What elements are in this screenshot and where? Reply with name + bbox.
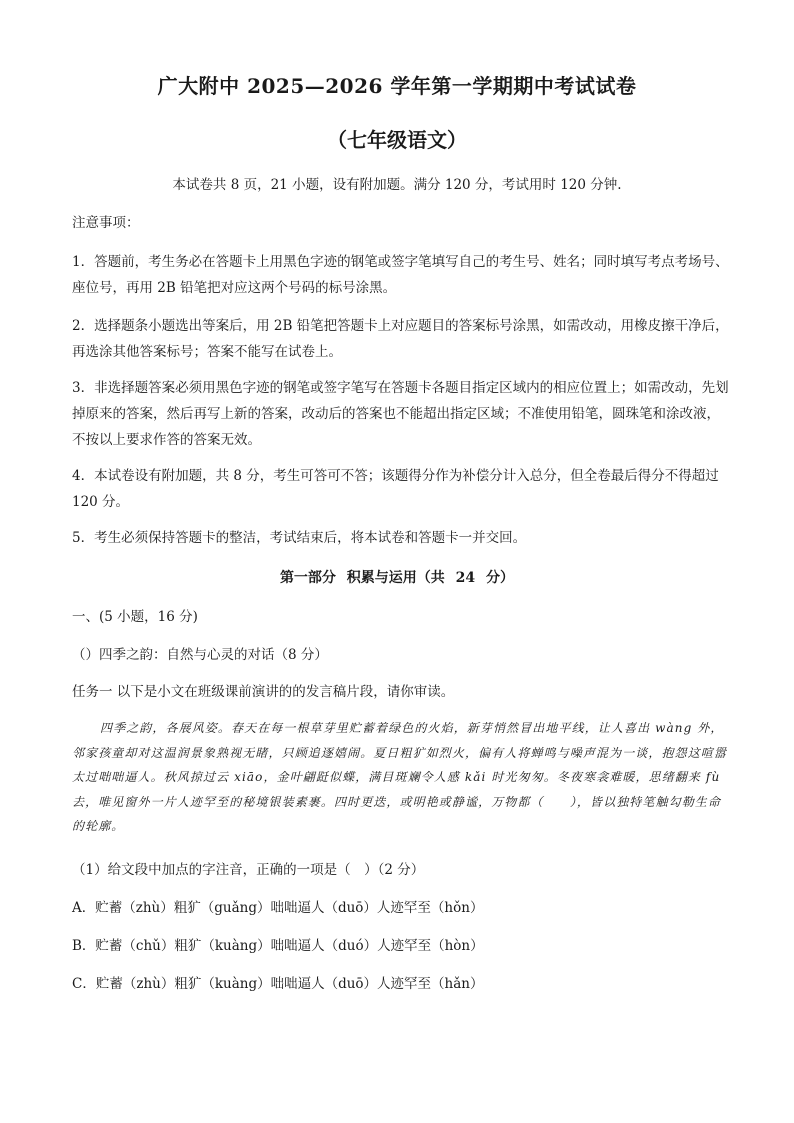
exam-title: 广大附中 2025—2026 学年第一学期期中考试试卷 xyxy=(157,74,637,98)
exam-subtitle: （七年级语文） xyxy=(327,128,467,152)
exam-intro: 本试卷共 8 页，21 小题，设有附加题。满分 120 分，考试用时 120 分钟. xyxy=(172,177,622,193)
option-c: C．贮蓄（zhù）粗犷（kuàng）咄咄逼人（duō）人迹罕至（hǎn） xyxy=(72,976,484,992)
question-1: （1）给文段中加点的字注音，正确的一项是（ ）（2 分） xyxy=(72,862,425,878)
notice-item-4: 4．本试卷设有附加题，共 8 分，考生可答可不答；该题得分作为补偿分计入总分，但全卷最后得分不得超过 120 分。 xyxy=(72,468,719,510)
reading-passage: 四季之韵，各展风姿。春天在每一根草芽里贮蓄着绿色的火焰，新芽悄然冒出地平线，让人喜出 wàng 外，邻家孩童却对这温润景象熟视无睹，只顾追逐嬉闹。夏日粗犷如烈火，偏有人将蝉鸣与噪声混为一谈，抱怨这喧嚣太过咄咄逼人。秋风掠过云 xiāo，金叶翩跹似蝶，满目斑斓令人感 kǎi 时光匆匆。冬夜寒衾难暖，思绪翻来 fù 去，唯见窗外一片人迹罕至的秘境银装素裹。四时更迭，或明艳或静谧，万物都（ ），皆以独特笔触勾勒生命的轮廓。 xyxy=(72,721,728,833)
notice-item-2: 2．选择题条小题选出等案后，用 2B 铅笔把答题卡上对应题目的答案标号涂黑，如需改动，用橡皮擦干净后，再选涂其他答案标号；答案不能写在试卷上。 xyxy=(72,318,729,360)
subsection-heading: （）四季之韵：自然与心灵的对话（8 分） xyxy=(72,647,328,663)
option-b: B．贮蓄（chǔ）粗犷（kuàng）咄咄逼人（duó）人迹罕至（hòn） xyxy=(72,938,484,954)
task-heading: 任务一 以下是小文在班级课前演讲的的发言稿片段，请你审读。 xyxy=(72,684,455,700)
section-heading: 一、(5 小题，16 分) xyxy=(72,609,198,625)
notice-item-5: 5．考生必须保持答题卡的整洁，考试结束后，将本试卷和答题卡一并交回。 xyxy=(72,530,527,546)
notice-item-1: 1．答题前，考生务必在答题卡上用黑色字迹的钢笔或签字笔填写自己的考生号、姓名；同时填写考点考场号、座位号，再用 2B 铅笔把对应这两个号码的标号涂黑。 xyxy=(72,254,729,296)
notice-item-3: 3．非选择题答案必须用黑色字迹的钢笔或签字笔写在答题卡各题目指定区域内的相应位置上；如需改动，先划掉原来的答案，然后再写上新的答案，改动后的答案也不能超出指定区域；不准使用铅笔，圆珠笔和涂改液，不按以上要求作答的答案无效。 xyxy=(72,380,729,448)
notice-heading: 注意事项： xyxy=(72,215,140,231)
part-title: 第一部分 积累与运用（共 24 分） xyxy=(279,570,515,586)
option-a: A．贮蓄（zhù）粗犷（guǎng）咄咄逼人（duō）人迹罕至（hǒn） xyxy=(72,900,484,916)
